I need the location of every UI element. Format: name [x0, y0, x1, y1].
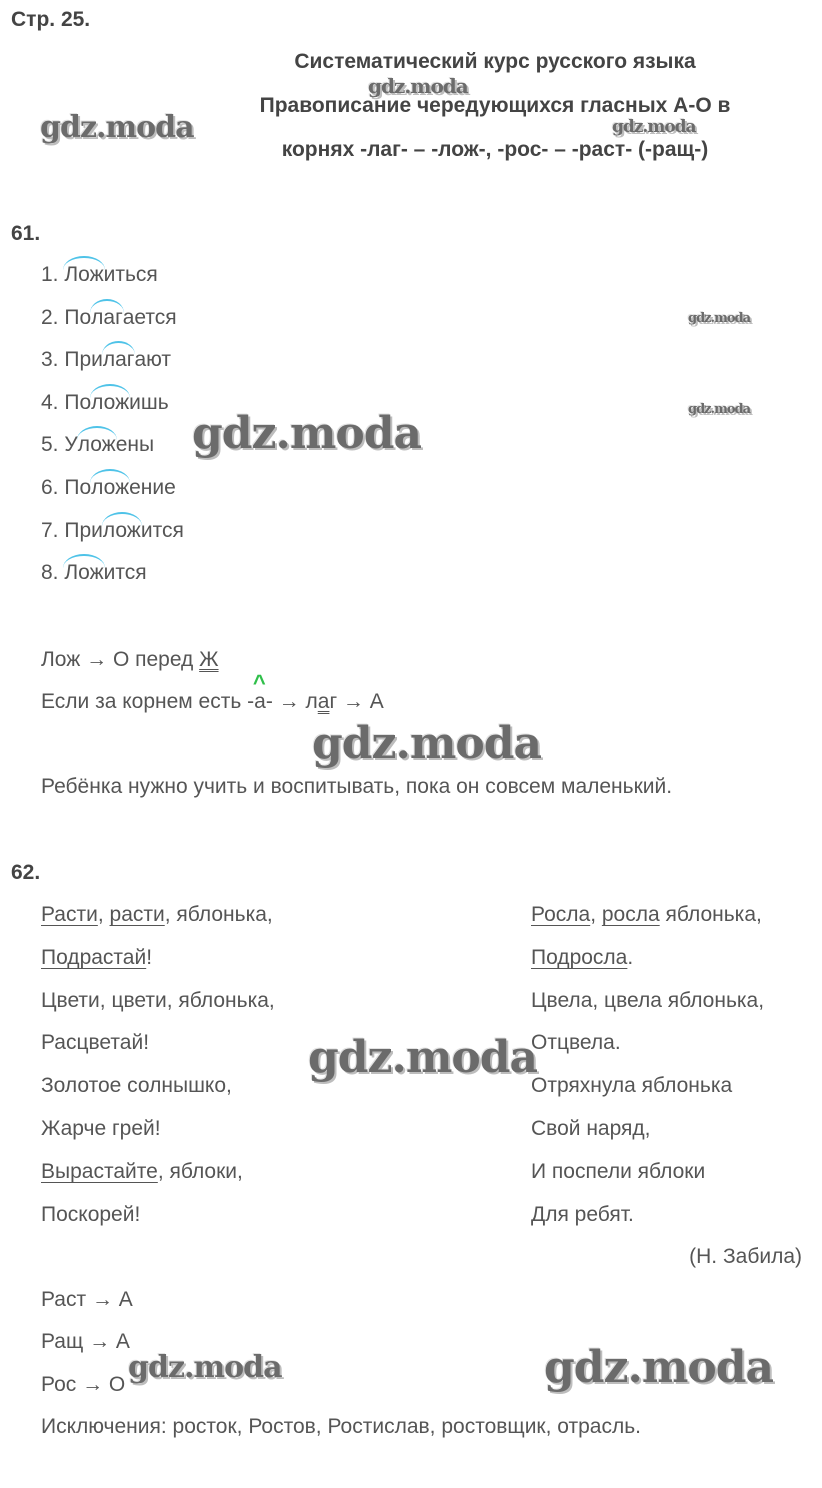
poem-author: (Н. Забила): [689, 1245, 802, 1268]
root-marked: лож: [78, 433, 116, 457]
item-number: 6.: [41, 476, 59, 499]
watermark: gdz.moda: [40, 110, 194, 145]
watermark: gdz.moda: [308, 1032, 538, 1083]
list-item: 2. По лагается: [41, 306, 177, 330]
watermark: gdz.moda: [688, 311, 751, 326]
poem-left-line: Вырастайте, яблоки,: [41, 1160, 243, 1183]
suffix-marked: ^ а: [252, 670, 266, 713]
page-number: Стр. 25.: [11, 8, 91, 31]
root-marked: лож: [91, 391, 129, 415]
task-number-61: 61.: [11, 222, 41, 245]
item-number: 4.: [41, 390, 59, 414]
root-marked: Лож: [64, 263, 103, 287]
poem-right-line: Свой наряд,: [531, 1117, 651, 1140]
list-item: 1. Ложиться: [41, 263, 158, 287]
watermark: gdz.moda: [128, 1350, 282, 1385]
list-item: 5. У ложены: [41, 433, 154, 457]
list-item: 3. При лагают: [41, 348, 171, 372]
root-arc-icon: [63, 554, 104, 568]
title-line: Систематический курс русского языка: [294, 50, 696, 73]
rule-letter: Ж: [199, 648, 219, 671]
title-line: корнях -лаг- – -лож-, -рос- – -раст- (-ращ-): [281, 138, 709, 161]
exceptions: Исключения: росток, Ростов, Ростислав, ростовщик, отрасль.: [41, 1415, 642, 1438]
list-item: 4. По ложишь: [41, 391, 169, 415]
item-number: 8.: [41, 561, 59, 585]
item-number: 7.: [41, 518, 59, 542]
rule-rasch: Ращ → А: [41, 1330, 130, 1353]
watermark: gdz.moda: [312, 718, 542, 769]
root-arc-icon: [77, 426, 117, 440]
poem-left-line: Расцветай!: [41, 1031, 150, 1054]
rule-lozh: Лож → О перед Ж: [41, 648, 219, 671]
list-item: 8. Ложится: [41, 561, 147, 585]
item-number: 3.: [41, 348, 59, 372]
poem-left-line: Поскорей!: [41, 1203, 141, 1226]
poem-left-line: Подрастай!: [41, 946, 153, 969]
root-arc-icon: [102, 341, 136, 355]
rule-ros: Рос → О: [41, 1373, 126, 1396]
root-arc-icon: [63, 256, 104, 270]
poem-right-line: Подросла.: [531, 946, 634, 969]
root-marked: лож: [103, 519, 141, 543]
root-arc-icon: [90, 299, 124, 313]
section-title: [200, 40, 790, 172]
proverb: Ребёнка нужно учить и воспитывать, пока он совсем маленький.: [41, 775, 673, 798]
suffix-caret-icon: ^: [252, 670, 266, 695]
rule-rast: Раст → А: [41, 1288, 133, 1311]
poem-right-line: Отряхнула яблонька: [531, 1074, 733, 1097]
poem-right-line: Отцвела.: [531, 1031, 621, 1054]
list-item: 6. По ложение: [41, 476, 176, 500]
poem-left-line: Цвети, цвети, яблонька,: [41, 989, 275, 1012]
watermark: gdz.moda: [368, 74, 468, 98]
task-number-62: 62.: [11, 861, 41, 884]
item-number: 1.: [41, 263, 59, 286]
poem-right-line: И поспели яблоки: [531, 1160, 706, 1183]
watermark: gdz.moda: [544, 1342, 774, 1393]
root-marked: лаг: [91, 306, 123, 330]
rule-lag: Если за корнем есть - ^ а- → лаг → А: [41, 670, 384, 713]
title-line: Правописание чередующихся гласных А-О в: [259, 94, 731, 117]
root-marked: лож: [91, 476, 129, 500]
watermark: gdz.moda: [192, 408, 422, 459]
poem-left-line: Золотое солнышко,: [41, 1074, 232, 1097]
root-marked: Лож: [64, 561, 103, 585]
poem-right-line: Росла, росла яблонька,: [531, 903, 762, 926]
poem-left-line: Расти, расти, яблонька,: [41, 903, 273, 926]
root-arc-icon: [90, 469, 130, 483]
poem-right-line: Цвела, цвела яблонька,: [531, 989, 765, 1012]
root-marked: лаг: [103, 348, 135, 372]
poem-right-line: Для ребят.: [531, 1203, 634, 1226]
root-arc-icon: [90, 384, 130, 398]
root-arc-icon: [102, 512, 142, 526]
item-number: 2.: [41, 305, 59, 329]
watermark: gdz.moda: [688, 402, 751, 417]
poem-left-line: Жарче грей!: [41, 1117, 161, 1140]
item-number: 5.: [41, 433, 59, 457]
watermark: gdz.moda: [612, 117, 696, 137]
list-item: 7. При ложится: [41, 519, 184, 543]
